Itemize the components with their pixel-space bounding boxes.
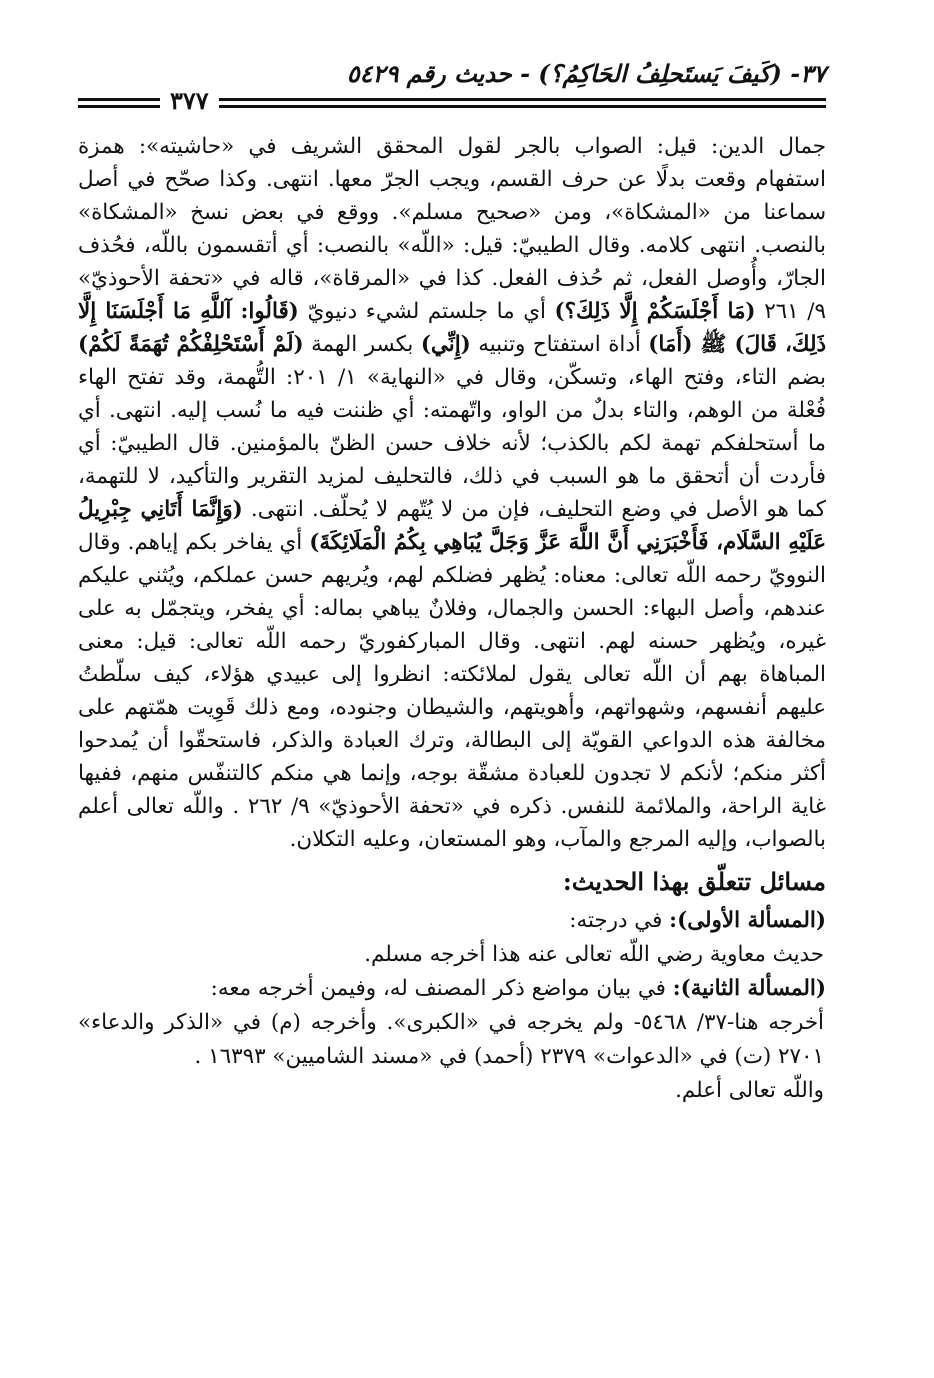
issue-1-text: حديث معاوية رضي اللّه تعالى عنه هذا أخرجه مسلم. (364, 942, 824, 967)
commentary-text: أداة استفتاح وتنبيه (470, 332, 649, 357)
commentary-text: بضم التاء، وفتح الهاء، وتسكّن، وقال في «النهاية» ١/ ٢٠١: التُّهمة، وقد تفتح الهاء فُعْلة من الوهم، والتاء بدلٌ من الواو، واتّهمته: أي ظننت فيه ما نُسب إليه. انتهى. أي ما أستحلفكم تهمة لكم بالكذب؛ لأنه خلاف حسن الظنّ بالمؤمنين. قال الطيبيّ: أي فأردت أن أتحقق ما هو السبب في ذلك، فالتحليف لمزيد التقرير والتأكيد، لا للتهمة، كما هو الأصل في وضع التحليف، فإن من لا يُتّهم لا يُحلّف. انتهى. (78, 365, 826, 522)
main-paragraph (78, 130, 826, 856)
issue-2-text: أخرجه هنا-٣٧/ ٥٤٦٨- ولم يخرجه في «الكبرى». وأخرجه (م) في «الذكر والدعاء» ٢٧٠١ (ت) في «الدعوات» ٢٣٧٩ (أحمد) في «مسند الشاميين» ١٦٣٩٣ . (78, 1010, 824, 1069)
body-paragraph-text: جمال الدين: قيل: الصواب بالجر لقول المحقق الشريف في «حاشيته»: همزة استفهام وقعت بدلًا عن حرف القسم، ويجب الجرّ معها. انتهى. وكذا صحّح في أصل سماعنا من «المشكاة»، ومن «صحيح مسلم». ووقع في بعض نسخ «المشكاة» بالنصب. انتهى كلامه. وقال الطيبيّ: قيل: «اللّه» بالنصب: أي أتقسمون باللّه، فحُذف الجارّ، وأُوصل الفعل، ثم حُذف الفعل. كذا في «المرقاة»، قاله في «تحفة الأحوذيّ» ٩/ ٢٦١ (78, 134, 826, 324)
hadith-quote: (مَا أَجْلَسَكُمْ إِلَّا ذَلِكَ؟) (554, 299, 756, 324)
hadith-quote: (إِنِّي) (420, 332, 471, 357)
document-page (78, 58, 826, 1108)
commentary-text: أي يفاخر بكم إياهم. وقال النوويّ رحمه اللّه تعالى: معناه: يُظهر فضلكم لهم، ويُريهم حسن عملكم، ويُثني عليكم عندهم، وأصل البهاء: الحسن والجمال، وفلانٌ يباهي بماله: أي يفخر، ويتجمّل به على غيره، ويُظهر حسنه لهم. انتهى. وقال المباركفوريّ رحمه اللّه تعالى: قيل: معنى المباهاة بهم أن اللّه تعالى يقول لملائكته: انظروا إلى عبيدي هؤلاء، كيف سلّطتُ عليهم أنفسهم، وشهواتهم، وأهويتهم، والشيطان وجنوده، ومع ذلك قَوِيت همّتهم على مخالفة هذه الدواعي القويّة إلى البطالة، وترك العبادة والذكر، فاستحقّوا أن يُمدحوا أكثر منكم؛ لأنكم لا تجدون للعبادة مشقّة بوجه، وإنما هي منكم كالتنفّس منهم، ففيها غاية الراحة، والملائمة للنفس. ذكره في «تحفة الأحوذيّ» ٩/ ٢٦٢ . واللّه تعالى أعلم بالصواب، وإليه المرجع والمآب، وهو المستعان، وعليه التكلان. (78, 530, 826, 852)
body-text (78, 130, 826, 1108)
hadith-quote: (وَإِنَّمَا أَتَانِي جِبْرِيلُ عَلَيْهِ السَّلَام، فَأَخْبَرَنِي أَنَّ اللَّهَ عَزَّ وَجَلَّ يُبَاهِي بِكُمُ الْمَلَائِكَةَ) (78, 497, 826, 555)
issue-1-title-rest: في درجته: (569, 908, 670, 933)
issue-1-heading (78, 904, 826, 938)
issue-2-title-rest: في بيان مواضع ذكر المصنف له، وفيمن أخرجه معه: (210, 976, 673, 1001)
running-title: ٣٧- (كَيفَ يَستَحلِفُ الحَاكِمُ؟) - حديث رقم ٥٤٢٩ (346, 59, 826, 88)
commentary-text: أي ما جلستم لشيء دنيويّ (298, 299, 555, 324)
hadith-quote: (لَمْ أَسْتَحْلِفْكُمْ تُهَمَةً لَكُمْ) (78, 332, 304, 357)
hadith-quote: (قَالُوا: آللَّهِ مَا أَجْلَسَنَا إِلَّا ذَلِكَ، قَالَ) ﷺ (أَمَا) (78, 299, 826, 357)
issue-2-heading (78, 972, 826, 1006)
issue-2-title: (المسألة الثانية): (672, 976, 826, 1001)
section-heading: مسائل تتعلّق بهذا الحديث: (562, 867, 826, 896)
issue-2-closing: واللّه تعالى أعلم. (675, 1078, 824, 1103)
page-number: ٣٧٧ (160, 88, 219, 114)
page-header (78, 58, 826, 114)
commentary-text: بكسر الهمة (303, 332, 421, 357)
issue-1-title: (المسألة الأولى): (669, 908, 826, 933)
